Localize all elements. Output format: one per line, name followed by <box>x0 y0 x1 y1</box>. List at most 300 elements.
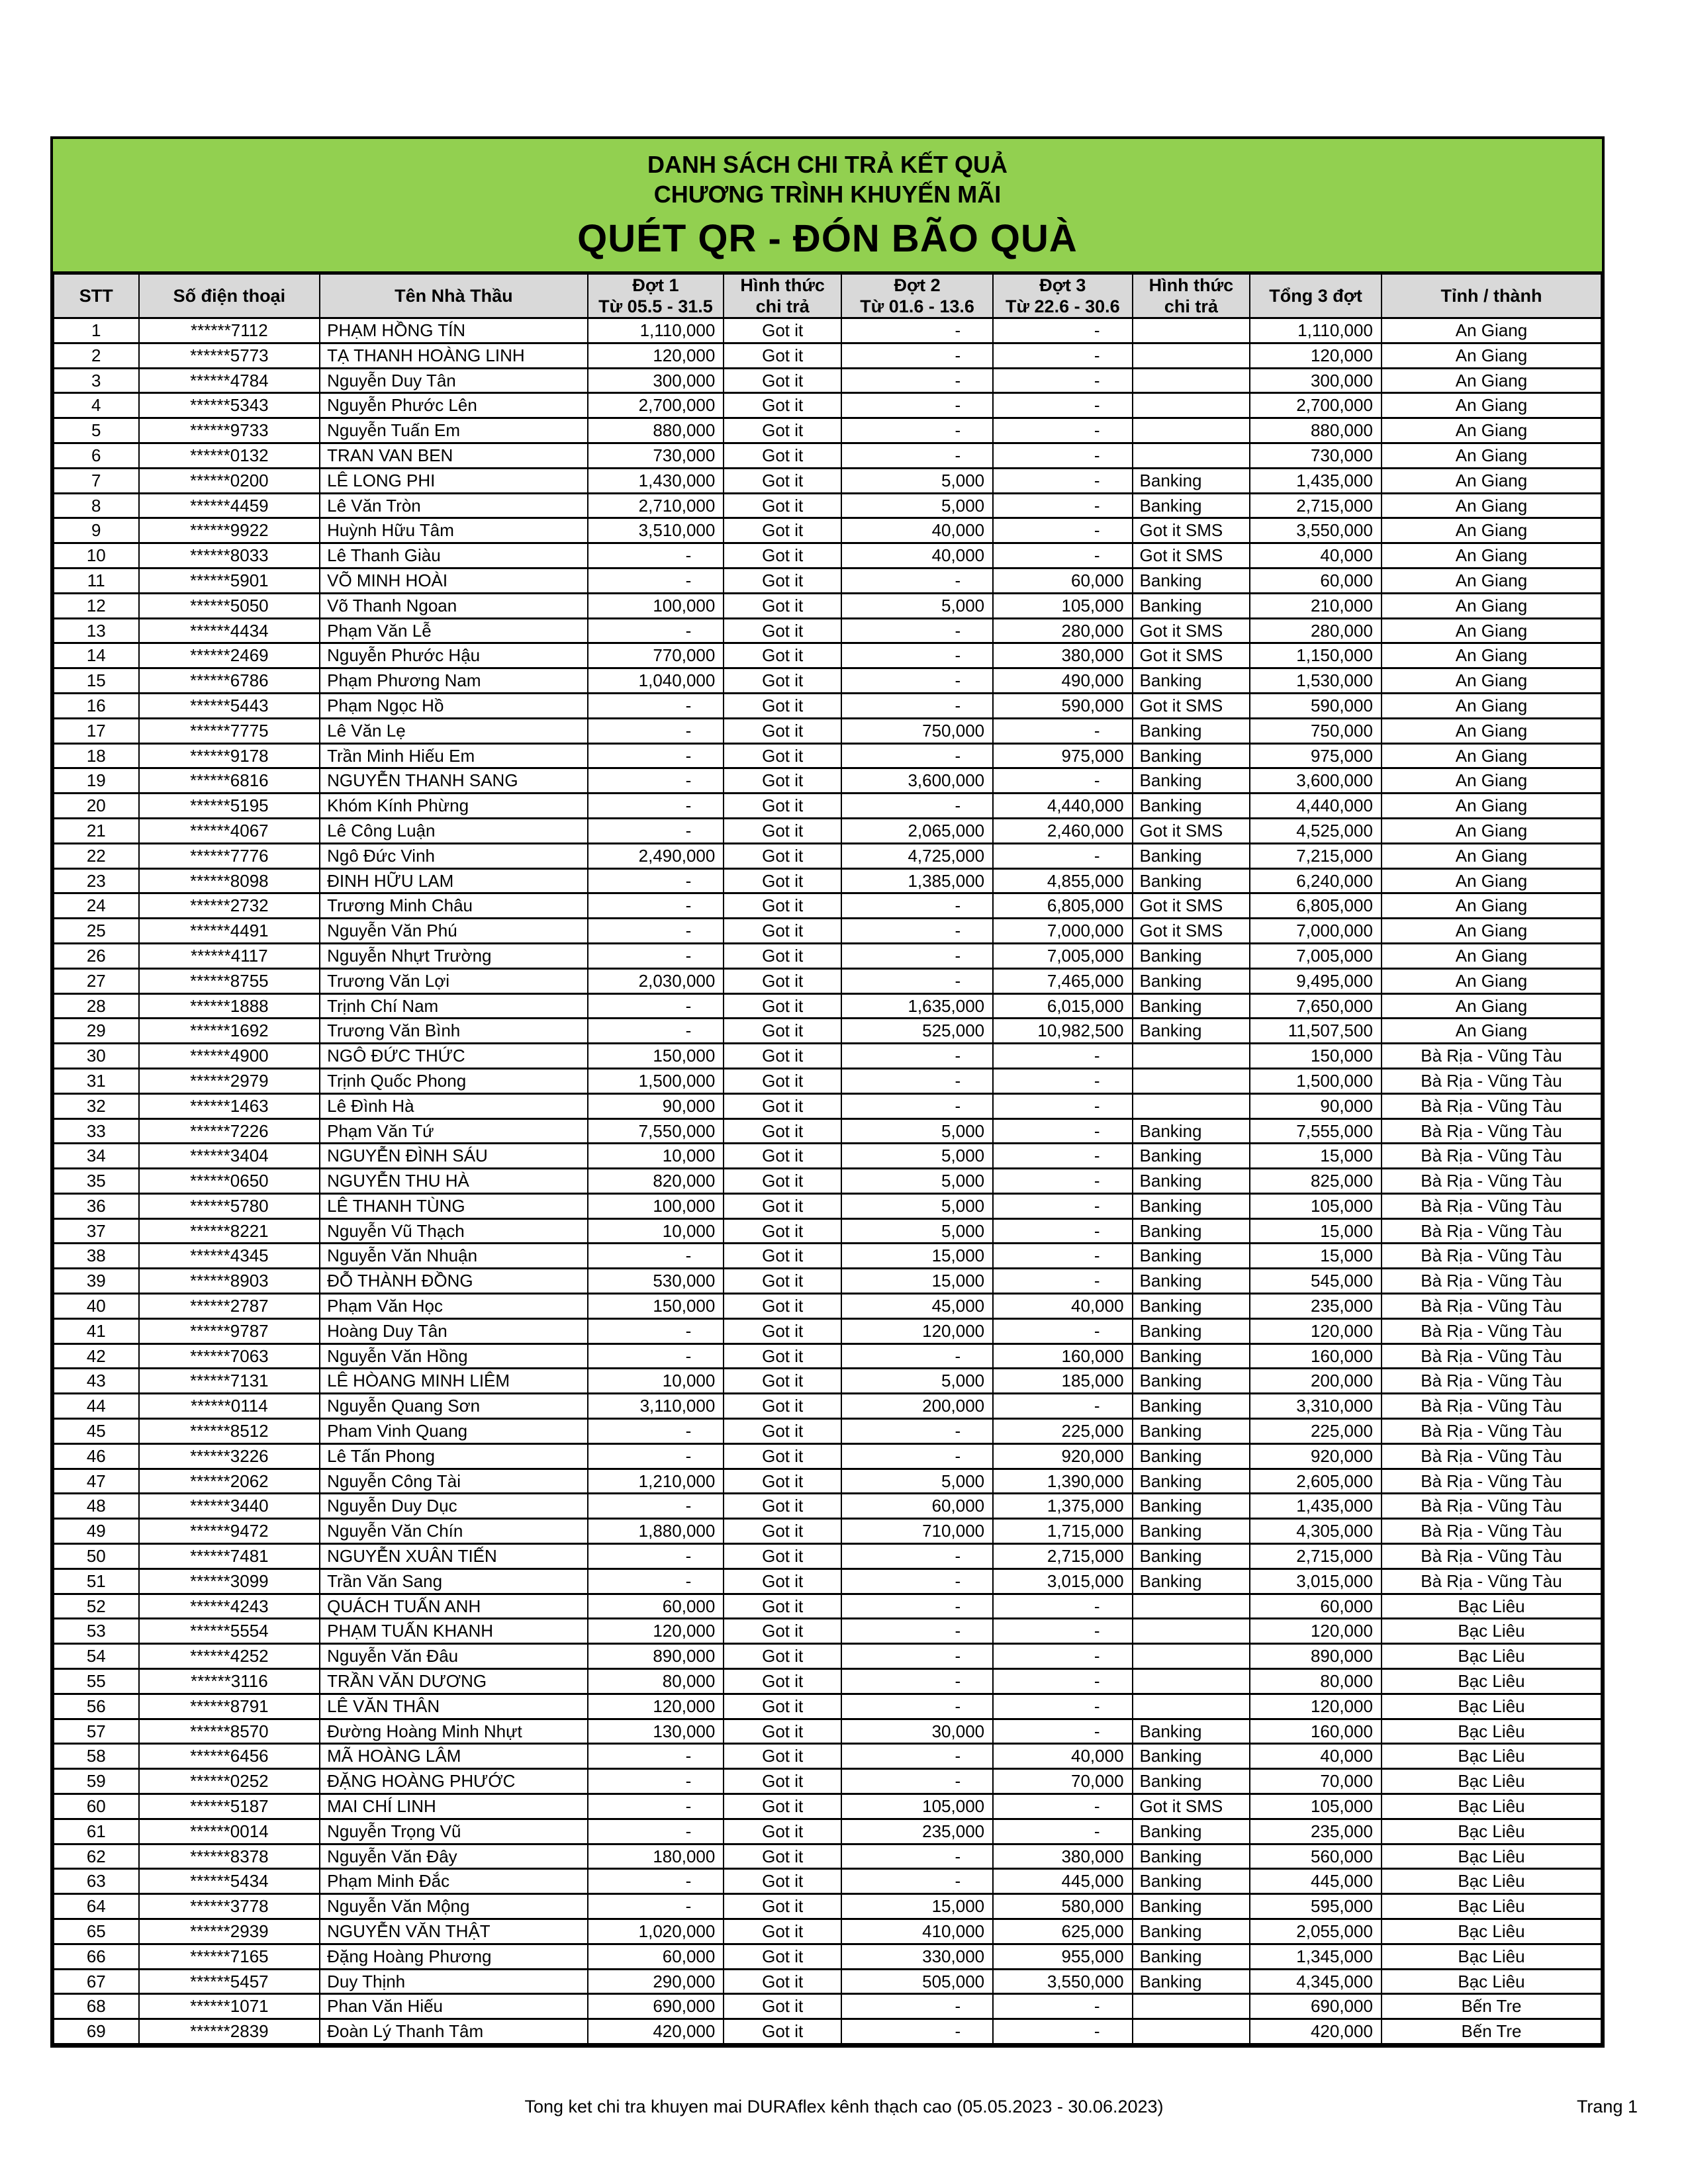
cell-name: Huỳnh Hữu Tâm <box>320 518 587 543</box>
cell-phone: ******8512 <box>139 1419 320 1444</box>
cell-pay-method-2 <box>1133 2019 1250 2044</box>
cell-dot1: - <box>588 794 724 819</box>
cell-dot3: - <box>993 368 1132 393</box>
title-line-1: DANH SÁCH CHI TRẢ KẾT QUẢ <box>647 151 1008 178</box>
cell-pay-method-1: Got it <box>724 1644 841 1669</box>
cell-pay-method-1: Got it <box>724 1318 841 1343</box>
cell-phone: ******5343 <box>139 393 320 418</box>
cell-pay-method-2 <box>1133 443 1250 468</box>
cell-pay-method-1: Got it <box>724 818 841 843</box>
cell-pay-method-1: Got it <box>724 1218 841 1244</box>
cell-stt: 30 <box>54 1044 139 1069</box>
table-row <box>54 1144 1601 1169</box>
cell-total: 1,435,000 <box>1250 1494 1382 1519</box>
cell-total: 40,000 <box>1250 1744 1382 1769</box>
cell-name: Nguyễn Văn Đây <box>320 1844 587 1869</box>
cell-stt: 6 <box>54 443 139 468</box>
cell-dot1: 890,000 <box>588 1644 724 1669</box>
cell-name: MAI CHÍ LINH <box>320 1794 587 1819</box>
cell-pay-method-1: Got it <box>724 318 841 343</box>
cell-dot1: 100,000 <box>588 593 724 618</box>
cell-pay-method-2 <box>1133 1619 1250 1644</box>
table-row <box>54 1318 1601 1343</box>
cell-dot1: - <box>588 993 724 1019</box>
cell-pay-method-2: Banking <box>1133 1869 1250 1894</box>
cell-dot3: - <box>993 2019 1132 2044</box>
cell-phone: ******0114 <box>139 1394 320 1419</box>
cell-dot1: - <box>588 893 724 919</box>
cell-phone: ******8098 <box>139 868 320 893</box>
cell-dot3: 10,982,500 <box>993 1019 1132 1044</box>
table-row <box>54 493 1601 518</box>
cell-pay-method-2: Banking <box>1133 1294 1250 1319</box>
cell-pay-method-2 <box>1133 368 1250 393</box>
cell-name: Nguyễn Văn Mộng <box>320 1894 587 1919</box>
cell-dot1: - <box>588 943 724 968</box>
cell-stt: 21 <box>54 818 139 843</box>
table-row <box>54 1443 1601 1469</box>
cell-pay-method-1: Got it <box>724 593 841 618</box>
cell-total: 210,000 <box>1250 593 1382 618</box>
cell-dot3: 6,805,000 <box>993 893 1132 919</box>
cell-dot3: 40,000 <box>993 1744 1132 1769</box>
cell-name: Nguyễn Văn Chín <box>320 1519 587 1544</box>
cell-phone: ******5457 <box>139 1969 320 1994</box>
cell-pay-method-1: Got it <box>724 1869 841 1894</box>
cell-pay-method-1: Got it <box>724 618 841 643</box>
cell-pay-method-2: Got it SMS <box>1133 818 1250 843</box>
cell-dot2: - <box>841 1594 993 1619</box>
cell-dot3: - <box>993 1694 1132 1719</box>
table-row <box>54 568 1601 593</box>
cell-total: 9,495,000 <box>1250 968 1382 993</box>
cell-pay-method-2: Banking <box>1133 1744 1250 1769</box>
cell-pay-method-2: Banking <box>1133 1269 1250 1294</box>
cell-pay-method-1: Got it <box>724 1844 841 1869</box>
cell-dot1: 290,000 <box>588 1969 724 1994</box>
cell-pay-method-1: Got it <box>724 1519 841 1544</box>
cell-phone: ******1071 <box>139 1994 320 2019</box>
cell-stt: 7 <box>54 468 139 493</box>
cell-dot1: - <box>588 718 724 743</box>
cell-phone: ******8570 <box>139 1719 320 1744</box>
cell-stt: 23 <box>54 868 139 893</box>
cell-dot3: 185,000 <box>993 1369 1132 1394</box>
cell-total: 15,000 <box>1250 1244 1382 1269</box>
table-row <box>54 443 1601 468</box>
cell-dot3: 225,000 <box>993 1419 1132 1444</box>
table-row <box>54 2019 1601 2044</box>
cell-stt: 4 <box>54 393 139 418</box>
cell-name: Khóm Kính Phừng <box>320 794 587 819</box>
cell-pay-method-2: Banking <box>1133 1544 1250 1569</box>
cell-total: 2,055,000 <box>1250 1919 1382 1944</box>
cell-total: 1,150,000 <box>1250 643 1382 668</box>
cell-province: Bạc Liêu <box>1382 1694 1601 1719</box>
cell-pay-method-1: Got it <box>724 943 841 968</box>
cell-dot2: 5,000 <box>841 1118 993 1144</box>
cell-phone: ******0650 <box>139 1169 320 1194</box>
cell-pay-method-2: Banking <box>1133 768 1250 794</box>
cell-dot3: 580,000 <box>993 1894 1132 1919</box>
cell-dot2: - <box>841 1443 993 1469</box>
cell-province: An Giang <box>1382 493 1601 518</box>
table-row <box>54 1544 1601 1569</box>
cell-name: Nguyễn Văn Đâu <box>320 1644 587 1669</box>
cell-total: 890,000 <box>1250 1644 1382 1669</box>
page-footer <box>50 2097 1638 2117</box>
cell-total: 150,000 <box>1250 1044 1382 1069</box>
cell-dot1: 10,000 <box>588 1369 724 1394</box>
cell-stt: 9 <box>54 518 139 543</box>
table-row <box>54 843 1601 868</box>
table-row <box>54 318 1601 343</box>
cell-dot3: 7,005,000 <box>993 943 1132 968</box>
cell-stt: 31 <box>54 1068 139 1093</box>
table-row <box>54 1494 1601 1519</box>
cell-pay-method-2 <box>1133 1694 1250 1719</box>
cell-dot1: 530,000 <box>588 1269 724 1294</box>
cell-pay-method-2: Banking <box>1133 1193 1250 1218</box>
cell-dot2: 330,000 <box>841 1944 993 1969</box>
cell-dot1: - <box>588 919 724 944</box>
cell-dot1: - <box>588 693 724 718</box>
cell-province: Bạc Liêu <box>1382 1769 1601 1794</box>
cell-dot1: - <box>588 1443 724 1469</box>
cell-pay-method-1: Got it <box>724 1044 841 1069</box>
cell-dot1: - <box>588 1318 724 1343</box>
cell-stt: 51 <box>54 1569 139 1594</box>
cell-dot1: 2,030,000 <box>588 968 724 993</box>
table-row <box>54 919 1601 944</box>
cell-dot3: - <box>993 1994 1132 2019</box>
cell-dot3: - <box>993 1318 1132 1343</box>
cell-name: Phan Văn Hiếu <box>320 1994 587 2019</box>
cell-phone: ******3116 <box>139 1669 320 1694</box>
cell-dot1: 150,000 <box>588 1294 724 1319</box>
cell-dot3: 1,715,000 <box>993 1519 1132 1544</box>
cell-name: Nguyễn Văn Phú <box>320 919 587 944</box>
cell-dot2: 3,600,000 <box>841 768 993 794</box>
cell-name: VÕ MINH HOÀI <box>320 568 587 593</box>
cell-dot2: - <box>841 393 993 418</box>
cell-stt: 64 <box>54 1894 139 1919</box>
table-row <box>54 1294 1601 1319</box>
cell-stt: 19 <box>54 768 139 794</box>
cell-total: 825,000 <box>1250 1169 1382 1194</box>
cell-pay-method-2: Banking <box>1133 1394 1250 1419</box>
cell-name: Trịnh Chí Nam <box>320 993 587 1019</box>
cell-province: An Giang <box>1382 343 1601 368</box>
table-row <box>54 1068 1601 1093</box>
table-row <box>54 718 1601 743</box>
cell-pay-method-1: Got it <box>724 1068 841 1093</box>
cell-name: NGUYỄN ĐÌNH SÁU <box>320 1144 587 1169</box>
cell-total: 11,507,500 <box>1250 1019 1382 1044</box>
cell-dot2: 505,000 <box>841 1969 993 1994</box>
cell-stt: 57 <box>54 1719 139 1744</box>
table-row <box>54 993 1601 1019</box>
cell-phone: ******6786 <box>139 668 320 694</box>
cell-name: PHẠM TUẤN KHANH <box>320 1619 587 1644</box>
cell-phone: ******2839 <box>139 2019 320 2044</box>
cell-dot3: - <box>993 1669 1132 1694</box>
cell-dot2: - <box>841 943 993 968</box>
cell-stt: 3 <box>54 368 139 393</box>
title-line-2: CHƯƠNG TRÌNH KHUYẾN MÃI <box>653 181 1002 208</box>
table-row <box>54 768 1601 794</box>
cell-province: Bà Rịa - Vũng Tàu <box>1382 1469 1601 1494</box>
cell-phone: ******3226 <box>139 1443 320 1469</box>
title-banner <box>53 139 1602 273</box>
table-body <box>54 318 1601 2044</box>
cell-name: NGUYỄN VĂN THẬT <box>320 1919 587 1944</box>
cell-name: Lê Thanh Giàu <box>320 543 587 569</box>
cell-total: 750,000 <box>1250 718 1382 743</box>
cell-dot3: 625,000 <box>993 1919 1132 1944</box>
cell-province: Bạc Liêu <box>1382 1944 1601 1969</box>
cell-name: TRAN VAN BEN <box>320 443 587 468</box>
cell-phone: ******5554 <box>139 1619 320 1644</box>
cell-dot3: - <box>993 1218 1132 1244</box>
cell-dot3: 1,375,000 <box>993 1494 1132 1519</box>
cell-dot2: - <box>841 1694 993 1719</box>
cell-total: 105,000 <box>1250 1794 1382 1819</box>
cell-dot2: 45,000 <box>841 1294 993 1319</box>
cell-dot3: 3,550,000 <box>993 1969 1132 1994</box>
cell-pay-method-2: Got it SMS <box>1133 893 1250 919</box>
cell-pay-method-1: Got it <box>724 743 841 768</box>
cell-stt: 22 <box>54 843 139 868</box>
cell-province: An Giang <box>1382 943 1601 968</box>
table-row <box>54 818 1601 843</box>
header-row <box>54 274 1601 318</box>
cell-dot3: - <box>993 1193 1132 1218</box>
cell-dot2: 15,000 <box>841 1894 993 1919</box>
cell-pay-method-1: Got it <box>724 2019 841 2044</box>
cell-name: Trần Văn Sang <box>320 1569 587 1594</box>
cell-pay-method-2 <box>1133 418 1250 443</box>
cell-name: Lê Văn Lẹ <box>320 718 587 743</box>
table-row <box>54 1193 1601 1218</box>
cell-dot2: - <box>841 1669 993 1694</box>
cell-pay-method-2: Banking <box>1133 1218 1250 1244</box>
table-row <box>54 1394 1601 1419</box>
cell-province: Bạc Liêu <box>1382 1669 1601 1694</box>
cell-dot3: - <box>993 843 1132 868</box>
cell-stt: 5 <box>54 418 139 443</box>
cell-pay-method-1: Got it <box>724 1819 841 1844</box>
cell-pay-method-2 <box>1133 318 1250 343</box>
payout-table <box>53 273 1602 2045</box>
cell-name: Phạm Văn Lễ <box>320 618 587 643</box>
cell-total: 4,525,000 <box>1250 818 1382 843</box>
cell-stt: 35 <box>54 1169 139 1194</box>
cell-province: An Giang <box>1382 718 1601 743</box>
cell-pay-method-1: Got it <box>724 1619 841 1644</box>
cell-dot3: - <box>993 1044 1132 1069</box>
cell-dot1: 130,000 <box>588 1719 724 1744</box>
cell-province: Bạc Liêu <box>1382 1919 1601 1944</box>
cell-province: Bạc Liêu <box>1382 1719 1601 1744</box>
cell-province: Bà Rịa - Vũng Tàu <box>1382 1544 1601 1569</box>
cell-dot3: - <box>993 1644 1132 1669</box>
cell-province: An Giang <box>1382 593 1601 618</box>
cell-dot3: 3,015,000 <box>993 1569 1132 1594</box>
cell-dot2: 5,000 <box>841 468 993 493</box>
cell-phone: ******3440 <box>139 1494 320 1519</box>
cell-dot1: - <box>588 1769 724 1794</box>
cell-dot2: - <box>841 1544 993 1569</box>
cell-province: An Giang <box>1382 693 1601 718</box>
cell-dot1: 1,110,000 <box>588 318 724 343</box>
cell-name: Phạm Ngọc Hồ <box>320 693 587 718</box>
cell-stt: 36 <box>54 1193 139 1218</box>
cell-pay-method-1: Got it <box>724 1169 841 1194</box>
cell-stt: 40 <box>54 1294 139 1319</box>
cell-dot3: 1,390,000 <box>993 1469 1132 1494</box>
cell-dot1: 2,490,000 <box>588 843 724 868</box>
cell-pay-method-2 <box>1133 1994 1250 2019</box>
cell-province: Bà Rịa - Vũng Tàu <box>1382 1519 1601 1544</box>
cell-pay-method-1: Got it <box>724 518 841 543</box>
cell-province: Bà Rịa - Vũng Tàu <box>1382 1294 1601 1319</box>
cell-total: 2,700,000 <box>1250 393 1382 418</box>
cell-dot2: - <box>841 668 993 694</box>
cell-phone: ******3778 <box>139 1894 320 1919</box>
cell-pay-method-2: Banking <box>1133 1244 1250 1269</box>
cell-pay-method-1: Got it <box>724 1369 841 1394</box>
cell-stt: 58 <box>54 1744 139 1769</box>
cell-name: TRẦN VĂN DƯƠNG <box>320 1669 587 1694</box>
cell-dot3: 40,000 <box>993 1294 1132 1319</box>
cell-dot2: - <box>841 1769 993 1794</box>
table-row <box>54 1569 1601 1594</box>
cell-pay-method-1: Got it <box>724 443 841 468</box>
cell-dot2: - <box>841 418 993 443</box>
cell-dot1: - <box>588 1244 724 1269</box>
cell-dot3: - <box>993 443 1132 468</box>
cell-phone: ******2469 <box>139 643 320 668</box>
cell-province: Bạc Liêu <box>1382 1794 1601 1819</box>
cell-dot3: - <box>993 418 1132 443</box>
cell-total: 1,110,000 <box>1250 318 1382 343</box>
cell-stt: 26 <box>54 943 139 968</box>
cell-phone: ******9922 <box>139 518 320 543</box>
cell-province: An Giang <box>1382 968 1601 993</box>
cell-name: Lê Tấn Phong <box>320 1443 587 1469</box>
cell-phone: ******8903 <box>139 1269 320 1294</box>
cell-dot1: 120,000 <box>588 343 724 368</box>
cell-pay-method-1: Got it <box>724 718 841 743</box>
cell-province: Bà Rịa - Vũng Tàu <box>1382 1318 1601 1343</box>
cell-pay-method-1: Got it <box>724 343 841 368</box>
cell-name: LÊ THANH TÙNG <box>320 1193 587 1218</box>
cell-total: 975,000 <box>1250 743 1382 768</box>
cell-name: NGUYỄN THANH SANG <box>320 768 587 794</box>
cell-phone: ******7063 <box>139 1343 320 1369</box>
cell-dot3: - <box>993 1794 1132 1819</box>
cell-phone: ******2979 <box>139 1068 320 1093</box>
cell-dot1: - <box>588 1569 724 1594</box>
cell-province: Bạc Liêu <box>1382 1819 1601 1844</box>
cell-dot1: - <box>588 1794 724 1819</box>
cell-dot1: 300,000 <box>588 368 724 393</box>
cell-province: Bạc Liêu <box>1382 1644 1601 1669</box>
cell-dot3: - <box>993 1594 1132 1619</box>
cell-dot2: - <box>841 618 993 643</box>
cell-stt: 47 <box>54 1469 139 1494</box>
cell-total: 40,000 <box>1250 543 1382 569</box>
cell-stt: 17 <box>54 718 139 743</box>
cell-province: Bà Rịa - Vũng Tàu <box>1382 1244 1601 1269</box>
cell-stt: 56 <box>54 1694 139 1719</box>
table-row <box>54 543 1601 569</box>
cell-dot1: 120,000 <box>588 1694 724 1719</box>
cell-pay-method-2 <box>1133 343 1250 368</box>
cell-pay-method-2 <box>1133 393 1250 418</box>
cell-name: Đường Hoàng Minh Nhựt <box>320 1719 587 1744</box>
table-row <box>54 794 1601 819</box>
cell-pay-method-1: Got it <box>724 1494 841 1519</box>
cell-province: Bà Rịa - Vũng Tàu <box>1382 1193 1601 1218</box>
cell-dot2: - <box>841 1419 993 1444</box>
cell-name: NGÔ ĐỨC THỨC <box>320 1044 587 1069</box>
cell-province: Bà Rịa - Vũng Tàu <box>1382 1169 1601 1194</box>
cell-pay-method-2: Banking <box>1133 1769 1250 1794</box>
cell-name: MÃ HOÀNG LÂM <box>320 1744 587 1769</box>
cell-dot3: 2,460,000 <box>993 818 1132 843</box>
cell-total: 4,305,000 <box>1250 1519 1382 1544</box>
cell-pay-method-2: Banking <box>1133 1369 1250 1394</box>
cell-province: Bà Rịa - Vũng Tàu <box>1382 1343 1601 1369</box>
cell-dot2: 4,725,000 <box>841 843 993 868</box>
cell-phone: ******8378 <box>139 1844 320 1869</box>
col-header-phone: Số điện thoại <box>139 274 320 318</box>
cell-dot2: 235,000 <box>841 1819 993 1844</box>
cell-dot1: - <box>588 1744 724 1769</box>
col-header-province: Tỉnh / thành <box>1382 274 1601 318</box>
cell-stt: 63 <box>54 1869 139 1894</box>
cell-pay-method-1: Got it <box>724 418 841 443</box>
cell-dot2: 120,000 <box>841 1318 993 1343</box>
cell-name: QUÁCH TUẤN ANH <box>320 1594 587 1619</box>
cell-province: Bạc Liêu <box>1382 1869 1601 1894</box>
cell-pay-method-2: Banking <box>1133 1443 1250 1469</box>
cell-dot2: - <box>841 1044 993 1069</box>
cell-province: Bà Rịa - Vũng Tàu <box>1382 1369 1601 1394</box>
cell-total: 4,345,000 <box>1250 1969 1382 1994</box>
cell-province: Bà Rịa - Vũng Tàu <box>1382 1419 1601 1444</box>
cell-dot3: 380,000 <box>993 1844 1132 1869</box>
cell-phone: ******4459 <box>139 493 320 518</box>
cell-pay-method-2: Banking <box>1133 1944 1250 1969</box>
cell-dot2: 30,000 <box>841 1719 993 1744</box>
cell-pay-method-1: Got it <box>724 1093 841 1118</box>
cell-name: LÊ HÒANG MINH LIÊM <box>320 1369 587 1394</box>
cell-dot3: - <box>993 318 1132 343</box>
table-row <box>54 1519 1601 1544</box>
cell-total: 7,555,000 <box>1250 1118 1382 1144</box>
cell-stt: 16 <box>54 693 139 718</box>
cell-province: Bà Rịa - Vũng Tàu <box>1382 1093 1601 1118</box>
cell-dot1: - <box>588 568 724 593</box>
cell-dot1: - <box>588 868 724 893</box>
cell-dot2: 525,000 <box>841 1019 993 1044</box>
cell-total: 120,000 <box>1250 343 1382 368</box>
cell-name: Nguyễn Duy Tân <box>320 368 587 393</box>
cell-dot1: - <box>588 1419 724 1444</box>
